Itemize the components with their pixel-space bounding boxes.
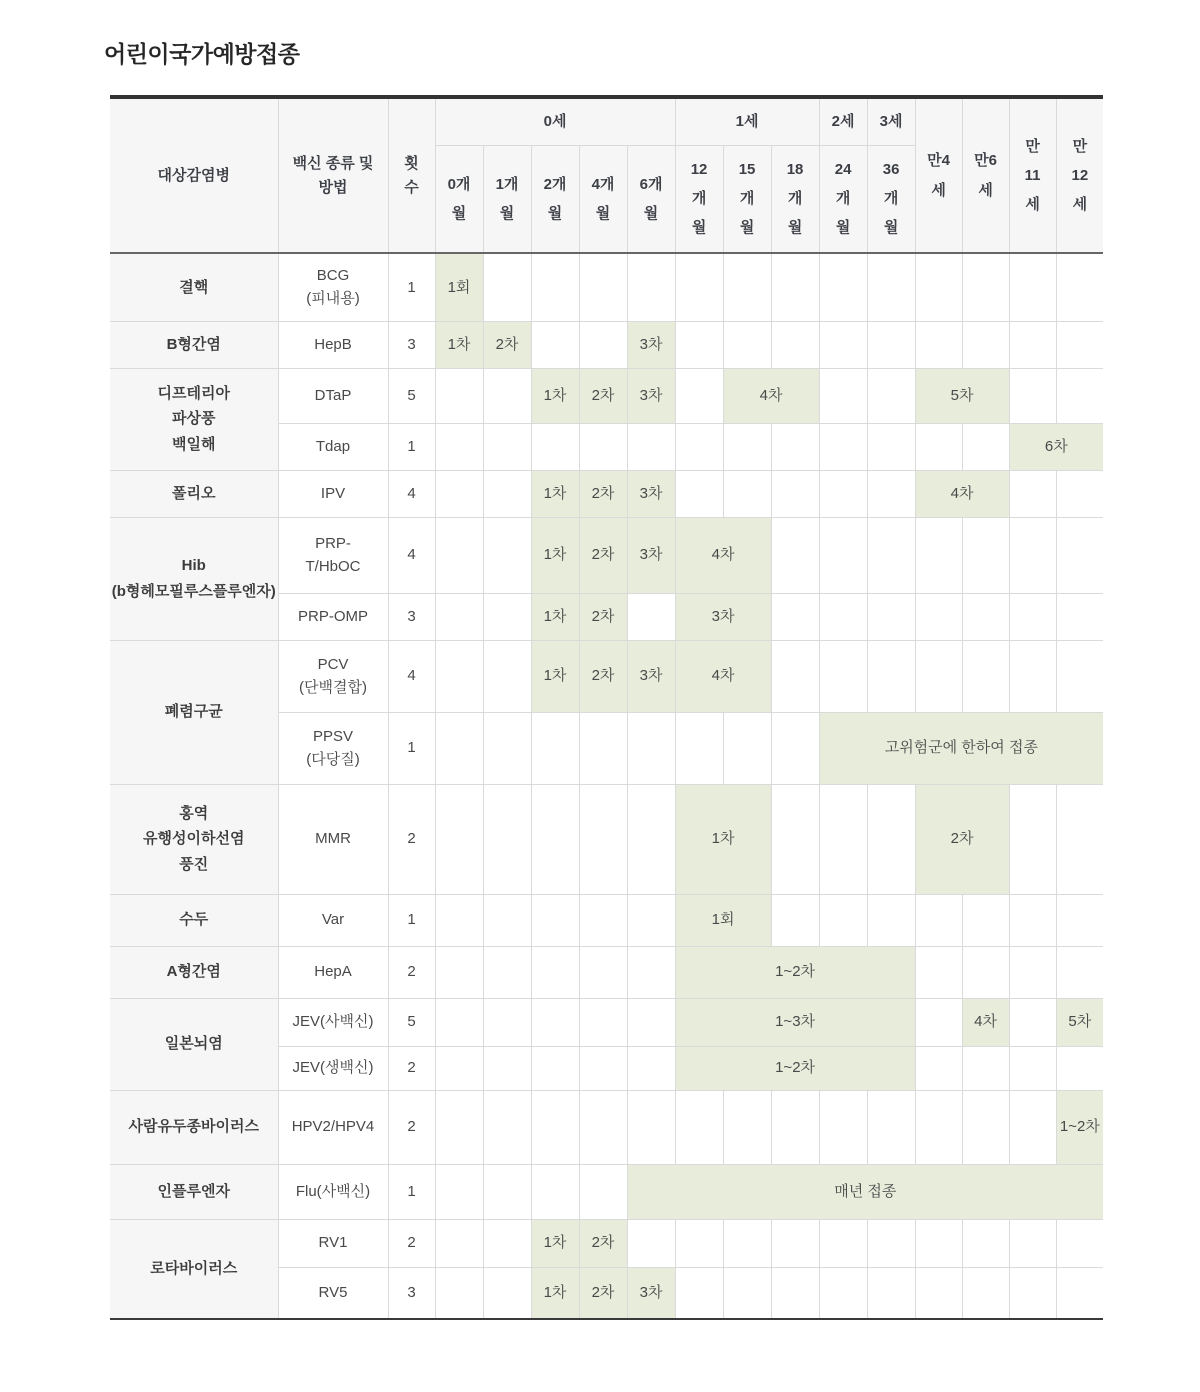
empty-cell bbox=[435, 998, 483, 1046]
dose-cell: 2차 bbox=[579, 470, 627, 517]
age-header-man12: 만 12 세 bbox=[1056, 97, 1103, 253]
empty-cell bbox=[435, 946, 483, 998]
vaccine-cell: IPV bbox=[278, 470, 388, 517]
vaccine-cell: RV1 bbox=[278, 1219, 388, 1267]
age-header-12m: 12 개 월 bbox=[675, 145, 723, 253]
empty-cell bbox=[1009, 321, 1056, 368]
empty-cell bbox=[819, 423, 867, 470]
age-header-man6: 만6 세 bbox=[962, 97, 1009, 253]
dose-cell: 1~2차 bbox=[675, 1046, 915, 1090]
count-cell: 5 bbox=[388, 368, 435, 423]
col-header-disease: 대상감염병 bbox=[110, 97, 278, 253]
dose-cell: 4차 bbox=[915, 470, 1009, 517]
vaccine-cell: Tdap bbox=[278, 423, 388, 470]
age-group-header-3: 3세 bbox=[867, 97, 915, 145]
disease-cell: 디프테리아 파상풍 백일해 bbox=[110, 368, 278, 470]
empty-cell bbox=[771, 784, 819, 894]
disease-cell: 로타바이러스 bbox=[110, 1219, 278, 1319]
dose-cell: 2차 bbox=[579, 640, 627, 712]
count-cell: 2 bbox=[388, 784, 435, 894]
empty-cell bbox=[915, 998, 962, 1046]
age-header-18m: 18 개 월 bbox=[771, 145, 819, 253]
empty-cell bbox=[531, 423, 579, 470]
empty-cell bbox=[1009, 368, 1056, 423]
empty-cell bbox=[435, 470, 483, 517]
empty-cell bbox=[771, 712, 819, 784]
empty-cell bbox=[1009, 253, 1056, 321]
age-header-36m: 36 개 월 bbox=[867, 145, 915, 253]
vaccine-cell: JEV(생백신) bbox=[278, 1046, 388, 1090]
disease-cell: 폴리오 bbox=[110, 470, 278, 517]
empty-cell bbox=[771, 253, 819, 321]
empty-cell bbox=[1009, 1267, 1056, 1319]
empty-cell bbox=[1009, 640, 1056, 712]
empty-cell bbox=[483, 593, 531, 640]
empty-cell bbox=[627, 423, 675, 470]
empty-cell bbox=[819, 253, 867, 321]
dose-cell: 3차 bbox=[627, 368, 675, 423]
vaccine-cell: BCG (피내용) bbox=[278, 253, 388, 321]
empty-cell bbox=[627, 784, 675, 894]
empty-cell bbox=[531, 1090, 579, 1164]
empty-cell bbox=[771, 423, 819, 470]
empty-cell bbox=[579, 712, 627, 784]
empty-cell bbox=[1056, 640, 1103, 712]
empty-cell bbox=[962, 946, 1009, 998]
dose-cell: 2차 bbox=[579, 368, 627, 423]
col-header-vaccine: 백신 종류 및 방법 bbox=[278, 97, 388, 253]
empty-cell bbox=[819, 1267, 867, 1319]
dose-cell: 3차 bbox=[675, 593, 771, 640]
empty-cell bbox=[483, 712, 531, 784]
empty-cell bbox=[579, 784, 627, 894]
empty-cell bbox=[915, 1046, 962, 1090]
empty-cell bbox=[819, 640, 867, 712]
empty-cell bbox=[867, 784, 915, 894]
empty-cell bbox=[531, 1046, 579, 1090]
age-header-0m: 0개 월 bbox=[435, 145, 483, 253]
empty-cell bbox=[771, 640, 819, 712]
empty-cell bbox=[435, 1046, 483, 1090]
vaccine-cell: JEV(사백신) bbox=[278, 998, 388, 1046]
empty-cell bbox=[435, 1090, 483, 1164]
empty-cell bbox=[627, 253, 675, 321]
empty-cell bbox=[962, 1267, 1009, 1319]
empty-cell bbox=[627, 1219, 675, 1267]
note-cell: 매년 접종 bbox=[627, 1164, 1103, 1219]
empty-cell bbox=[1009, 593, 1056, 640]
empty-cell bbox=[723, 253, 771, 321]
dose-cell: 2차 bbox=[483, 321, 531, 368]
empty-cell bbox=[579, 998, 627, 1046]
count-cell: 1 bbox=[388, 1164, 435, 1219]
empty-cell bbox=[1056, 321, 1103, 368]
empty-cell bbox=[1056, 517, 1103, 593]
empty-cell bbox=[915, 894, 962, 946]
count-cell: 3 bbox=[388, 321, 435, 368]
empty-cell bbox=[579, 1164, 627, 1219]
dose-cell: 1~2차 bbox=[675, 946, 915, 998]
empty-cell bbox=[771, 517, 819, 593]
disease-cell: 홍역 유행성이하선염 풍진 bbox=[110, 784, 278, 894]
empty-cell bbox=[1009, 1046, 1056, 1090]
dose-cell: 1차 bbox=[531, 1219, 579, 1267]
empty-cell bbox=[962, 423, 1009, 470]
empty-cell bbox=[531, 253, 579, 321]
dose-cell: 3차 bbox=[627, 517, 675, 593]
empty-cell bbox=[962, 1219, 1009, 1267]
dose-cell: 4차 bbox=[723, 368, 819, 423]
empty-cell bbox=[867, 1267, 915, 1319]
empty-cell bbox=[867, 517, 915, 593]
empty-cell bbox=[867, 894, 915, 946]
empty-cell bbox=[867, 321, 915, 368]
empty-cell bbox=[483, 784, 531, 894]
empty-cell bbox=[579, 946, 627, 998]
empty-cell bbox=[483, 894, 531, 946]
empty-cell bbox=[819, 784, 867, 894]
dose-cell: 1차 bbox=[531, 517, 579, 593]
age-header-24m: 24 개 월 bbox=[819, 145, 867, 253]
empty-cell bbox=[531, 1164, 579, 1219]
vaccine-cell: HepB bbox=[278, 321, 388, 368]
dose-cell: 5차 bbox=[915, 368, 1009, 423]
dose-cell: 2차 bbox=[915, 784, 1009, 894]
disease-cell: 사람유두종바이러스 bbox=[110, 1090, 278, 1164]
dose-cell: 1차 bbox=[531, 368, 579, 423]
dose-cell: 3차 bbox=[627, 1267, 675, 1319]
empty-cell bbox=[579, 894, 627, 946]
empty-cell bbox=[962, 593, 1009, 640]
empty-cell bbox=[627, 1046, 675, 1090]
empty-cell bbox=[579, 1090, 627, 1164]
count-cell: 1 bbox=[388, 894, 435, 946]
dose-cell: 2차 bbox=[579, 517, 627, 593]
empty-cell bbox=[435, 1164, 483, 1219]
dose-cell: 4차 bbox=[675, 517, 771, 593]
empty-cell bbox=[483, 423, 531, 470]
vaccine-cell: Var bbox=[278, 894, 388, 946]
empty-cell bbox=[627, 1090, 675, 1164]
empty-cell bbox=[819, 1090, 867, 1164]
empty-cell bbox=[483, 1164, 531, 1219]
empty-cell bbox=[1056, 1267, 1103, 1319]
empty-cell bbox=[435, 517, 483, 593]
empty-cell bbox=[1009, 1090, 1056, 1164]
age-header-man11: 만 11 세 bbox=[1009, 97, 1056, 253]
dose-cell: 2차 bbox=[579, 1219, 627, 1267]
disease-cell: 폐렴구균 bbox=[110, 640, 278, 784]
empty-cell bbox=[771, 894, 819, 946]
vaccination-schedule-table bbox=[110, 95, 1103, 1320]
disease-cell: Hib (b형헤모필루스플루엔자) bbox=[110, 517, 278, 640]
empty-cell bbox=[627, 712, 675, 784]
empty-cell bbox=[627, 946, 675, 998]
empty-cell bbox=[1056, 368, 1103, 423]
count-cell: 4 bbox=[388, 517, 435, 593]
empty-cell bbox=[435, 1267, 483, 1319]
empty-cell bbox=[819, 517, 867, 593]
empty-cell bbox=[435, 712, 483, 784]
empty-cell bbox=[1056, 784, 1103, 894]
empty-cell bbox=[483, 640, 531, 712]
empty-cell bbox=[627, 593, 675, 640]
empty-cell bbox=[1009, 470, 1056, 517]
dose-cell: 1차 bbox=[531, 593, 579, 640]
dose-cell: 1~3차 bbox=[675, 998, 915, 1046]
count-cell: 2 bbox=[388, 1219, 435, 1267]
disease-cell: A형간염 bbox=[110, 946, 278, 998]
vaccine-cell: MMR bbox=[278, 784, 388, 894]
empty-cell bbox=[915, 1090, 962, 1164]
empty-cell bbox=[579, 1046, 627, 1090]
empty-cell bbox=[1009, 784, 1056, 894]
empty-cell bbox=[675, 1267, 723, 1319]
empty-cell bbox=[723, 470, 771, 517]
empty-cell bbox=[962, 517, 1009, 593]
empty-cell bbox=[627, 894, 675, 946]
empty-cell bbox=[675, 368, 723, 423]
empty-cell bbox=[915, 1219, 962, 1267]
empty-cell bbox=[867, 368, 915, 423]
empty-cell bbox=[1009, 517, 1056, 593]
age-header-15m: 15 개 월 bbox=[723, 145, 771, 253]
empty-cell bbox=[867, 423, 915, 470]
empty-cell bbox=[867, 640, 915, 712]
empty-cell bbox=[483, 1090, 531, 1164]
empty-cell bbox=[819, 368, 867, 423]
dose-cell: 6차 bbox=[1009, 423, 1103, 470]
dose-cell: 3차 bbox=[627, 321, 675, 368]
dose-cell: 3차 bbox=[627, 470, 675, 517]
vaccine-cell: HPV2/HPV4 bbox=[278, 1090, 388, 1164]
empty-cell bbox=[531, 712, 579, 784]
empty-cell bbox=[915, 946, 962, 998]
empty-cell bbox=[579, 321, 627, 368]
empty-cell bbox=[675, 712, 723, 784]
empty-cell bbox=[915, 423, 962, 470]
age-header-1m: 1개 월 bbox=[483, 145, 531, 253]
age-group-header-0: 0세 bbox=[435, 97, 675, 145]
empty-cell bbox=[435, 894, 483, 946]
dose-cell: 2차 bbox=[579, 1267, 627, 1319]
empty-cell bbox=[771, 321, 819, 368]
empty-cell bbox=[962, 640, 1009, 712]
disease-cell: 인플루엔자 bbox=[110, 1164, 278, 1219]
empty-cell bbox=[867, 593, 915, 640]
empty-cell bbox=[483, 517, 531, 593]
vaccine-cell: PCV (단백결합) bbox=[278, 640, 388, 712]
empty-cell bbox=[723, 1219, 771, 1267]
empty-cell bbox=[819, 321, 867, 368]
dose-cell: 3차 bbox=[627, 640, 675, 712]
empty-cell bbox=[867, 1090, 915, 1164]
empty-cell bbox=[1056, 1046, 1103, 1090]
count-cell: 1 bbox=[388, 423, 435, 470]
empty-cell bbox=[675, 423, 723, 470]
empty-cell bbox=[531, 321, 579, 368]
empty-cell bbox=[483, 1046, 531, 1090]
count-cell: 3 bbox=[388, 593, 435, 640]
empty-cell bbox=[723, 1267, 771, 1319]
page-title: 어린이국가예방접종 bbox=[104, 41, 300, 67]
empty-cell bbox=[867, 470, 915, 517]
empty-cell bbox=[962, 1090, 1009, 1164]
empty-cell bbox=[483, 1267, 531, 1319]
empty-cell bbox=[1009, 946, 1056, 998]
vaccine-cell: RV5 bbox=[278, 1267, 388, 1319]
vaccine-cell: PRP-OMP bbox=[278, 593, 388, 640]
empty-cell bbox=[483, 998, 531, 1046]
empty-cell bbox=[483, 470, 531, 517]
empty-cell bbox=[675, 1219, 723, 1267]
empty-cell bbox=[962, 253, 1009, 321]
age-header-2m: 2개 월 bbox=[531, 145, 579, 253]
count-cell: 2 bbox=[388, 1046, 435, 1090]
empty-cell bbox=[915, 321, 962, 368]
empty-cell bbox=[723, 1090, 771, 1164]
empty-cell bbox=[627, 998, 675, 1046]
disease-cell: B형간염 bbox=[110, 321, 278, 368]
dose-cell: 1차 bbox=[531, 640, 579, 712]
empty-cell bbox=[1056, 1219, 1103, 1267]
dose-cell: 1회 bbox=[435, 253, 483, 321]
empty-cell bbox=[531, 784, 579, 894]
dose-cell: 4차 bbox=[962, 998, 1009, 1046]
empty-cell bbox=[915, 253, 962, 321]
empty-cell bbox=[962, 1046, 1009, 1090]
empty-cell bbox=[915, 1267, 962, 1319]
count-cell: 3 bbox=[388, 1267, 435, 1319]
dose-cell: 1차 bbox=[531, 1267, 579, 1319]
empty-cell bbox=[867, 1219, 915, 1267]
dose-cell: 1차 bbox=[435, 321, 483, 368]
empty-cell bbox=[1056, 470, 1103, 517]
age-header-4m: 4개 월 bbox=[579, 145, 627, 253]
note-cell: 고위험군에 한하여 접종 bbox=[819, 712, 1103, 784]
empty-cell bbox=[867, 253, 915, 321]
empty-cell bbox=[771, 1090, 819, 1164]
age-header-man4: 만4 세 bbox=[915, 97, 962, 253]
empty-cell bbox=[819, 470, 867, 517]
empty-cell bbox=[531, 946, 579, 998]
empty-cell bbox=[915, 593, 962, 640]
age-group-header-2: 2세 bbox=[819, 97, 867, 145]
empty-cell bbox=[675, 321, 723, 368]
dose-cell: 1차 bbox=[531, 470, 579, 517]
empty-cell bbox=[915, 517, 962, 593]
vaccine-cell: HepA bbox=[278, 946, 388, 998]
empty-cell bbox=[483, 946, 531, 998]
dose-cell: 2차 bbox=[579, 593, 627, 640]
empty-cell bbox=[819, 593, 867, 640]
empty-cell bbox=[771, 470, 819, 517]
empty-cell bbox=[675, 1090, 723, 1164]
disease-cell: 일본뇌염 bbox=[110, 998, 278, 1090]
empty-cell bbox=[483, 368, 531, 423]
empty-cell bbox=[962, 894, 1009, 946]
empty-cell bbox=[723, 712, 771, 784]
dose-cell: 1차 bbox=[675, 784, 771, 894]
dose-cell: 1회 bbox=[675, 894, 771, 946]
empty-cell bbox=[435, 423, 483, 470]
count-cell: 2 bbox=[388, 946, 435, 998]
dose-cell: 4차 bbox=[675, 640, 771, 712]
empty-cell bbox=[483, 1219, 531, 1267]
dose-cell: 5차 bbox=[1056, 998, 1103, 1046]
empty-cell bbox=[1056, 946, 1103, 998]
count-cell: 5 bbox=[388, 998, 435, 1046]
empty-cell bbox=[723, 423, 771, 470]
empty-cell bbox=[771, 593, 819, 640]
empty-cell bbox=[483, 253, 531, 321]
empty-cell bbox=[1056, 253, 1103, 321]
empty-cell bbox=[819, 894, 867, 946]
empty-cell bbox=[1009, 894, 1056, 946]
dose-cell: 1~2차 bbox=[1056, 1090, 1103, 1164]
empty-cell bbox=[1009, 998, 1056, 1046]
empty-cell bbox=[723, 321, 771, 368]
count-cell: 4 bbox=[388, 470, 435, 517]
empty-cell bbox=[771, 1219, 819, 1267]
disease-cell: 수두 bbox=[110, 894, 278, 946]
count-cell: 1 bbox=[388, 712, 435, 784]
empty-cell bbox=[675, 470, 723, 517]
empty-cell bbox=[915, 640, 962, 712]
empty-cell bbox=[1056, 593, 1103, 640]
empty-cell bbox=[675, 253, 723, 321]
empty-cell bbox=[435, 640, 483, 712]
count-cell: 1 bbox=[388, 253, 435, 321]
vaccine-cell: DTaP bbox=[278, 368, 388, 423]
empty-cell bbox=[531, 998, 579, 1046]
empty-cell bbox=[579, 423, 627, 470]
vaccine-cell: Flu(사백신) bbox=[278, 1164, 388, 1219]
empty-cell bbox=[819, 1219, 867, 1267]
age-header-6m: 6개 월 bbox=[627, 145, 675, 253]
empty-cell bbox=[435, 1219, 483, 1267]
empty-cell bbox=[579, 253, 627, 321]
empty-cell bbox=[771, 1267, 819, 1319]
disease-cell: 결핵 bbox=[110, 253, 278, 321]
empty-cell bbox=[435, 784, 483, 894]
empty-cell bbox=[435, 368, 483, 423]
empty-cell bbox=[435, 593, 483, 640]
vaccine-cell: PPSV (다당질) bbox=[278, 712, 388, 784]
empty-cell bbox=[1009, 1219, 1056, 1267]
count-cell: 4 bbox=[388, 640, 435, 712]
age-group-header-1: 1세 bbox=[675, 97, 819, 145]
empty-cell bbox=[531, 894, 579, 946]
empty-cell bbox=[962, 321, 1009, 368]
col-header-count: 횟 수 bbox=[388, 97, 435, 253]
vaccine-cell: PRP- T/HbOC bbox=[278, 517, 388, 593]
count-cell: 2 bbox=[388, 1090, 435, 1164]
empty-cell bbox=[1056, 894, 1103, 946]
